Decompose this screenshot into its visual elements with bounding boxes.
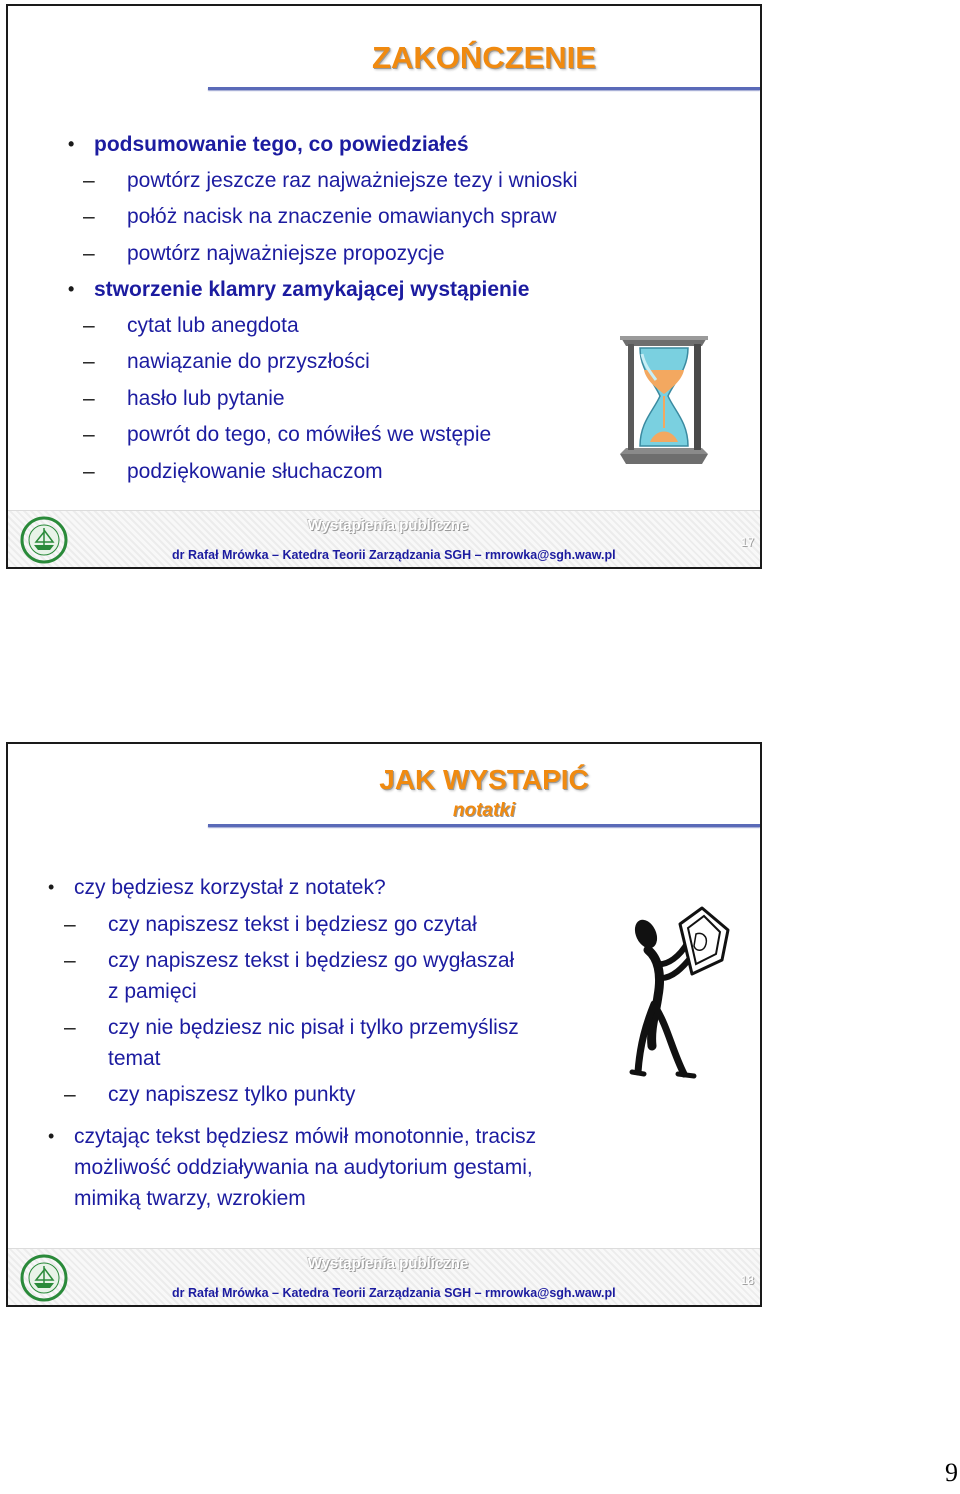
sub-bullet-item	[64, 909, 477, 940]
sub-bullet-text: czy napiszesz tekst i będziesz go wygłaszał	[108, 949, 515, 972]
slide-subtitle: notatki	[452, 800, 516, 821]
sub-bullet-text: podziękowanie słuchaczom	[127, 460, 383, 483]
bullet-item	[48, 872, 386, 903]
sub-bullet-text: powtórz najważniejsze propozycje	[127, 242, 445, 265]
sub-bullet-text: czy napiszesz tylko punkty	[108, 1083, 356, 1106]
dash-icon: –	[83, 460, 95, 483]
document-page-number: 9	[945, 1458, 958, 1487]
bullet-text-continued: możliwość oddziaływania na audytorium gestami,	[74, 1156, 533, 1179]
title-underline	[208, 824, 760, 827]
sub-bullet-text: czy nie będziesz nic pisał i tylko przemyślisz	[108, 1016, 519, 1039]
sub-bullet-text: cytat lub anegdota	[127, 314, 299, 337]
bullet-dot-icon: •	[68, 134, 75, 154]
sub-bullet-item	[83, 346, 370, 377]
sub-bullet-item	[83, 383, 285, 414]
dash-icon: –	[64, 913, 76, 936]
sub-bullet-item	[83, 201, 557, 232]
sub-bullet-item	[64, 1012, 519, 1074]
sub-bullet-item	[83, 456, 383, 487]
sub-bullet-item	[83, 310, 299, 341]
slide-title: ZAKOŃCZENIE	[372, 40, 596, 75]
slide-page-number: 17	[740, 535, 754, 549]
dash-icon: –	[83, 387, 95, 410]
sub-bullet-item	[83, 238, 445, 269]
sgh-seal-icon	[16, 1253, 72, 1303]
slide-footer	[8, 1248, 760, 1305]
bullet-text-continued: mimiką twarzy, wzrokiem	[74, 1187, 306, 1210]
bullet-item	[48, 1121, 537, 1214]
sub-bullet-text: czy napiszesz tekst i będziesz go czytał	[108, 913, 477, 936]
slide-page-number: 18	[740, 1273, 754, 1287]
dash-icon: –	[64, 1083, 76, 1106]
dash-icon: –	[83, 169, 95, 192]
footer-author: dr Rafał Mrówka – Katedra Teorii Zarządzania SGH – rmrowka@sgh.waw.pl	[172, 1286, 616, 1300]
dash-icon: –	[83, 205, 95, 228]
bullet-item	[68, 129, 469, 160]
dash-icon: –	[83, 314, 95, 337]
sub-bullet-item	[64, 1079, 356, 1110]
bullet-text: czy będziesz korzystał z notatek?	[74, 876, 386, 899]
bullet-dot-icon: •	[48, 1126, 55, 1146]
person-reading-notes-icon	[628, 904, 732, 1082]
sub-bullet-text-continued: temat	[108, 1047, 161, 1070]
sub-bullet-text: powrót do tego, co mówiłeś we wstępie	[127, 423, 492, 446]
footer-title: Wystąpienia publiczne	[307, 1255, 469, 1272]
dash-icon: –	[83, 242, 95, 265]
slide-title: JAK WYSTAPIĆ	[379, 764, 589, 795]
slide-footer	[8, 510, 760, 567]
bullet-dot-icon: •	[68, 279, 75, 299]
sub-bullet-text-continued: z pamięci	[108, 980, 197, 1003]
sub-bullet-item	[83, 165, 578, 196]
sub-bullet-item	[64, 945, 515, 1007]
sub-bullet-item	[83, 419, 492, 450]
footer-author: dr Rafał Mrówka – Katedra Teorii Zarządzania SGH – rmrowka@sgh.waw.pl	[172, 548, 616, 562]
sub-bullet-text: powtórz jeszcze raz najważniejsze tezy i wnioski	[127, 169, 578, 192]
dash-icon: –	[64, 949, 76, 972]
sgh-seal-icon	[16, 515, 72, 565]
sub-bullet-text: hasło lub pytanie	[127, 387, 285, 410]
bullet-text: stworzenie klamry zamykającej wystąpienie	[94, 278, 530, 301]
bullet-dot-icon: •	[48, 877, 55, 897]
dash-icon: –	[83, 350, 95, 373]
bullet-text: podsumowanie tego, co powiedziałeś	[94, 133, 469, 156]
hourglass-icon	[616, 330, 712, 468]
dash-icon: –	[83, 423, 95, 446]
slide-17	[6, 4, 762, 569]
sub-bullet-text: nawiązanie do przyszłości	[127, 350, 370, 373]
sub-bullet-text: połóż nacisk na znaczenie omawianych spraw	[127, 205, 557, 228]
title-underline	[208, 87, 760, 90]
footer-title: Wystąpienia publiczne	[307, 517, 469, 534]
bullet-text: czytając tekst będziesz mówił monotonnie, tracisz	[74, 1125, 537, 1148]
bullet-item	[68, 274, 530, 305]
dash-icon: –	[64, 1016, 76, 1039]
slide-18	[6, 742, 762, 1307]
